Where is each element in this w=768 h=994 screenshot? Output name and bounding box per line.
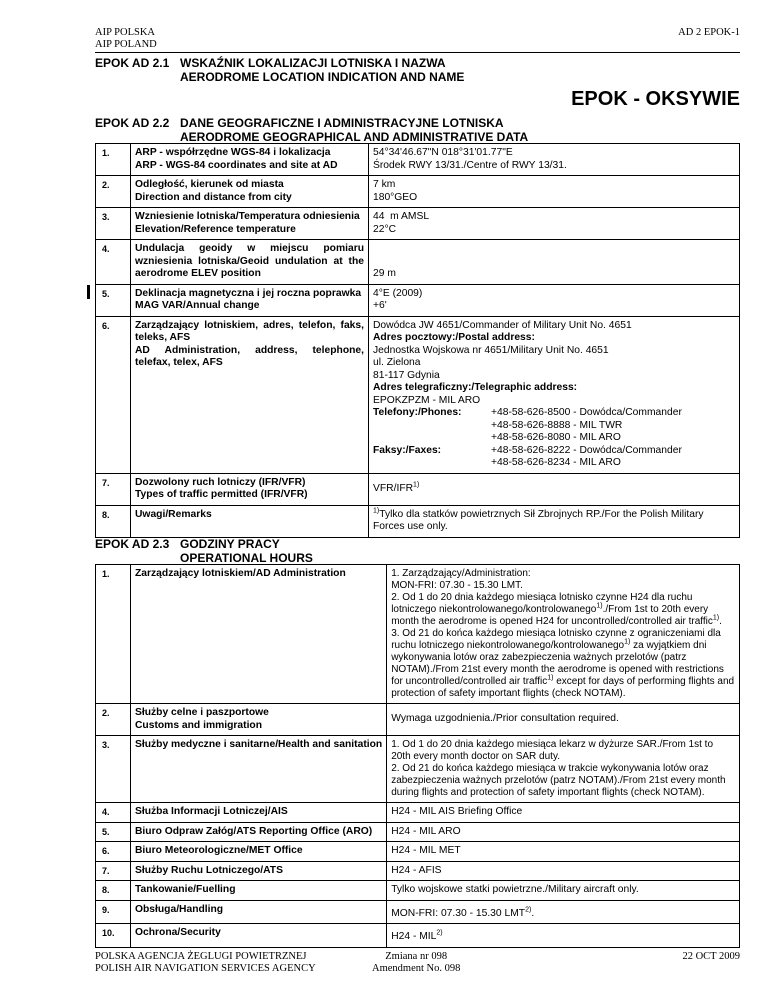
medical-paragraph: 1. Od 1 do 20 dnia każdego miesiąca lekarz w dyżurze SAR./From 1st to 20th every month doctor on SAR duty. xyxy=(391,739,714,762)
header-left xyxy=(95,27,157,51)
row-label: Biuro Meteorologiczne/MET Office xyxy=(131,842,387,862)
operational-hours-table xyxy=(95,564,740,948)
section-2-2-code: EPOK AD 2.2 xyxy=(95,116,170,130)
text-part: 3. Od 21 do końca każdego miesiąca lotnisko czynne z ograniczeniami dla ruchu lotniczego niekontrolowanego/kontrolowanego xyxy=(391,628,721,651)
postal-line: 81-117 Gdynia xyxy=(373,369,440,381)
row-value xyxy=(369,208,740,240)
distance-value: 7 km xyxy=(373,179,396,190)
row-number: 3. xyxy=(96,736,131,803)
label-pl: Deklinacja magnetyczna i jej roczna poprawka xyxy=(135,287,362,299)
table-row xyxy=(96,842,740,862)
traffic-value: VFR/IFR xyxy=(373,482,414,494)
arp-coordinates: 54°34'46.67"N 018°31'01.77"E xyxy=(373,147,513,158)
phones-list xyxy=(491,407,735,445)
label-pl: Dozwolony ruch lotniczy (IFR/VFR) xyxy=(135,476,306,488)
row-value xyxy=(369,284,740,316)
row-value: H24 - MIL ARO xyxy=(387,822,740,842)
table-row xyxy=(96,803,740,823)
row-number: 4. xyxy=(96,240,131,285)
arp-site: Środek RWY 13/31./Centre of RWY 13/31. xyxy=(373,159,567,171)
direction-value: 180°GEO xyxy=(373,191,418,203)
label-pl: Odległość, kierunek od miasta xyxy=(135,179,284,190)
page-title: EPOK - OKSYWIE xyxy=(571,88,740,110)
row-number: 4. xyxy=(96,803,131,823)
commander-line: Dowódca JW 4651/Commander of Military Unit No. 4651 xyxy=(373,319,632,331)
section-2-3-code: EPOK AD 2.3 xyxy=(95,537,170,551)
row-label xyxy=(131,316,369,473)
footer-date: 22 OCT 2009 xyxy=(682,951,740,962)
text-part: ./From 1st to 20th every month the aerodrome is opened H24 for uncontrolled/controlled air traffic xyxy=(391,604,713,627)
table-row xyxy=(96,736,740,803)
row-number: 1. xyxy=(96,144,131,176)
security-value: H24 - MIL xyxy=(391,931,437,942)
footnote-mark: 2) xyxy=(525,906,532,914)
remarks-value: Tylko dla statków powietrznych Sił Zbrojnych RP./For the Polish Military Forces use only. xyxy=(373,508,704,532)
footnote-mark: 1) xyxy=(624,638,631,646)
text-part: . xyxy=(719,616,722,627)
header-aip-poland: AIP POLAND xyxy=(95,39,157,50)
fax-number: +48-58-626-8222 - Dowódca/Commander xyxy=(491,444,682,456)
text-part: . xyxy=(531,907,535,919)
row-value: 29 m xyxy=(369,240,740,285)
fax-number: +48-58-626-8234 - MIL ARO xyxy=(491,457,621,468)
row-value: Tylko wojskowe statki powietrzne./Military aircraft only. xyxy=(387,881,740,901)
table-row xyxy=(96,316,740,473)
table-row xyxy=(96,208,740,240)
table-row xyxy=(96,176,740,208)
row-value xyxy=(369,144,740,176)
footer-amendment-pl: Zmiana nr 098 xyxy=(385,951,448,962)
phone-number: +48-58-626-8080 - MIL ARO xyxy=(491,432,621,443)
row-label: Tankowanie/Fuelling xyxy=(131,881,387,901)
section-2-1-code: EPOK AD 2.1 xyxy=(95,56,170,70)
row-label xyxy=(131,473,369,505)
section-2-1-title-pl: WSKAŹNIK LOKALIZACJI LOTNISKA I NAZWA xyxy=(180,56,446,70)
row-number: 5. xyxy=(96,822,131,842)
header-rule xyxy=(95,52,740,53)
row-value: H24 - AFIS xyxy=(387,861,740,881)
label-en: Direction and distance from city xyxy=(135,191,292,203)
phone-number: +48-58-626-8888 - MIL TWR xyxy=(491,419,623,431)
row-label xyxy=(131,704,387,736)
faxes-label: Faksy:/Faxes: xyxy=(373,444,442,456)
admin-hours: MON-FRI: 07.30 - 15.30 LMT. xyxy=(391,580,523,591)
table-row xyxy=(96,704,740,736)
text-part: except for days of performing flights and protection of safety important flights (check NOTAM). xyxy=(391,676,735,699)
row-number: 6. xyxy=(96,316,131,473)
telegraphic-heading: Adres telegraficzny:/Telegraphic address: xyxy=(373,382,578,393)
row-label: Undulacja geoidy w miejscu pomiaru wzniesienia lotniska/Geoid undulation at the aerodrome ELEV position xyxy=(131,240,369,285)
footer-agency-pl: POLSKA AGENCJA ŻEGLUGI POWIETRZNEJ xyxy=(95,951,307,962)
handling-value: MON-FRI: 07.30 - 15.30 LMT xyxy=(391,907,526,919)
label-pl: Służby celne i paszportowe xyxy=(135,707,269,718)
section-2-1-title-en: AERODROME LOCATION INDICATION AND NAME xyxy=(180,70,465,84)
footer-amendment xyxy=(372,951,460,975)
phones-block xyxy=(373,407,735,470)
label-en: MAG VAR/Annual change xyxy=(135,300,260,311)
annual-change-value: +6' xyxy=(373,300,387,311)
faxes-list xyxy=(491,445,735,470)
row-number: 6. xyxy=(96,842,131,862)
footer-amendment-en: Amendment No. 098 xyxy=(372,963,461,974)
row-value xyxy=(387,736,740,803)
label-en: Customs and immigration xyxy=(135,719,263,731)
admin-paragraph-3 xyxy=(391,628,735,700)
footnote-mark: 1) xyxy=(373,507,380,515)
row-value xyxy=(387,565,740,704)
phones-label: Telefony:/Phones: xyxy=(373,407,462,418)
footnote-mark: 1) xyxy=(547,674,554,682)
row-label: Obsługa/Handling xyxy=(131,900,387,924)
footer-agency xyxy=(95,951,316,975)
row-number: 1. xyxy=(96,565,131,704)
row-number: 2. xyxy=(96,176,131,208)
row-value xyxy=(387,924,740,948)
row-value xyxy=(369,176,740,208)
section-2-2-title xyxy=(180,116,528,144)
mag-var-value: 4°E (2009) xyxy=(373,287,423,299)
row-number: 10. xyxy=(96,924,131,948)
row-number: 3. xyxy=(96,208,131,240)
label-en: Types of traffic permitted (IFR/VFR) xyxy=(135,489,308,500)
label-en: Elevation/Reference temperature xyxy=(135,223,296,235)
label-pl: ARP - współrzędne WGS-84 i lokalizacja xyxy=(135,147,331,158)
row-value xyxy=(387,900,740,924)
row-label xyxy=(131,208,369,240)
row-label: Służby medyczne i sanitarne/Health and sanitation xyxy=(131,736,387,803)
row-number: 2. xyxy=(96,704,131,736)
table-row xyxy=(96,565,740,704)
admin-paragraph-2 xyxy=(391,592,735,628)
phone-number: +48-58-626-8500 - Dowódca/Commander xyxy=(491,407,682,418)
row-value: H24 - MIL MET xyxy=(387,842,740,862)
row-number: 7. xyxy=(96,473,131,505)
section-2-2-title-pl: DANE GEOGRAFICZNE I ADMINISTRACYJNE LOTNISKA xyxy=(180,116,504,130)
table-row xyxy=(96,505,740,537)
table-row xyxy=(96,144,740,176)
table-row xyxy=(96,240,740,285)
label-pl: Wzniesienie lotniska/Temperatura odniesienia xyxy=(135,211,360,222)
row-label: Służba Informacji Lotniczej/AIS xyxy=(131,803,387,823)
geographical-data-table xyxy=(95,143,740,538)
change-bar xyxy=(87,285,90,299)
row-value: Wymaga uzgodnienia./Prior consultation required. xyxy=(387,704,740,736)
label-pl: Zarządzający lotniskiem, adres, telefon, faks, teleks, AFS xyxy=(135,319,364,343)
table-row xyxy=(96,924,740,948)
row-value xyxy=(369,316,740,473)
row-label xyxy=(131,144,369,176)
row-label: Ochrona/Security xyxy=(131,924,387,948)
section-2-3-title-pl: GODZINY PRACY xyxy=(180,537,280,551)
row-number: 9. xyxy=(96,900,131,924)
row-label: Uwagi/Remarks xyxy=(131,505,369,537)
row-number: 8. xyxy=(96,881,131,901)
row-label xyxy=(131,176,369,208)
label-en: AD Administration, address, telephone, telefax, telex, AFS xyxy=(135,344,364,368)
section-2-3-title-en: OPERATIONAL HOURS xyxy=(180,551,313,565)
footer-agency-en: POLISH AIR NAVIGATION SERVICES AGENCY xyxy=(95,963,316,974)
postal-line: ul. Zielona xyxy=(373,357,421,368)
header-page-ref: AD 2 EPOK-1 xyxy=(678,27,740,38)
header-aip-polska: AIP POLSKA xyxy=(95,27,155,38)
row-value xyxy=(369,505,740,537)
table-row xyxy=(96,900,740,924)
table-row xyxy=(96,861,740,881)
section-2-3-title xyxy=(180,537,313,565)
telegraphic-value: EPOKZPZM - MIL ARO xyxy=(373,394,481,406)
postal-heading: Adres pocztowy:/Postal address: xyxy=(373,332,535,343)
footnote-mark: 1) xyxy=(596,602,603,610)
footnote-mark: 1) xyxy=(413,481,420,489)
row-number: 8. xyxy=(96,505,131,537)
table-row xyxy=(96,822,740,842)
footnote-mark: 1) xyxy=(712,614,720,622)
row-number: 7. xyxy=(96,861,131,881)
postal-line: Jednostka Wojskowa nr 4651/Military Unit No. 4651 xyxy=(373,344,609,356)
section-2-2-title-en: AERODROME GEOGRAPHICAL AND ADMINISTRATIVE DATA xyxy=(180,130,529,144)
row-label: Zarządzający lotniskiem/AD Administration xyxy=(131,565,387,704)
row-value: H24 - MIL AIS Briefing Office xyxy=(387,803,740,823)
text-part: za wyjątkiem dni wykonywania lotów oraz zabezpieczenia ważnych przelotów (patrz NOTAM)./From 21st every month the aerodrome is opened with restrictions for uncontrolled/controlled air traffic xyxy=(391,640,724,687)
admin-heading: 1. Zarządzający/Administration: xyxy=(391,568,531,579)
table-row xyxy=(96,284,740,316)
table-row xyxy=(96,881,740,901)
temperature-value: 22°C xyxy=(373,223,397,235)
section-2-1-title xyxy=(180,56,464,84)
label-en: ARP - WGS-84 coordinates and site at AD xyxy=(135,159,338,171)
elevation-value: 44 m AMSL xyxy=(373,211,430,222)
footnote-mark: 2) xyxy=(436,929,443,937)
row-label xyxy=(131,284,369,316)
row-label: Biuro Odpraw Załóg/ATS Reporting Office (ARO) xyxy=(131,822,387,842)
text-part: 2. Od 1 do 20 dnia każdego miesiąca lotnisko czynne H24 dla ruchu lotniczego niekontrolowanego/kontrolowanego xyxy=(391,592,693,615)
row-number: 5. xyxy=(96,284,131,316)
row-value xyxy=(369,473,740,505)
medical-paragraph: 2. Od 21 do końca każdego miesiąca w trakcie wykonywania lotów oraz zabezpieczenia ważnych przelotów (patrz NOTAM)./From 21st every month during flights and protection of safety important flights (check NOTAM). xyxy=(391,763,726,798)
row-label: Służby Ruchu Lotniczego/ATS xyxy=(131,861,387,881)
table-row xyxy=(96,473,740,505)
